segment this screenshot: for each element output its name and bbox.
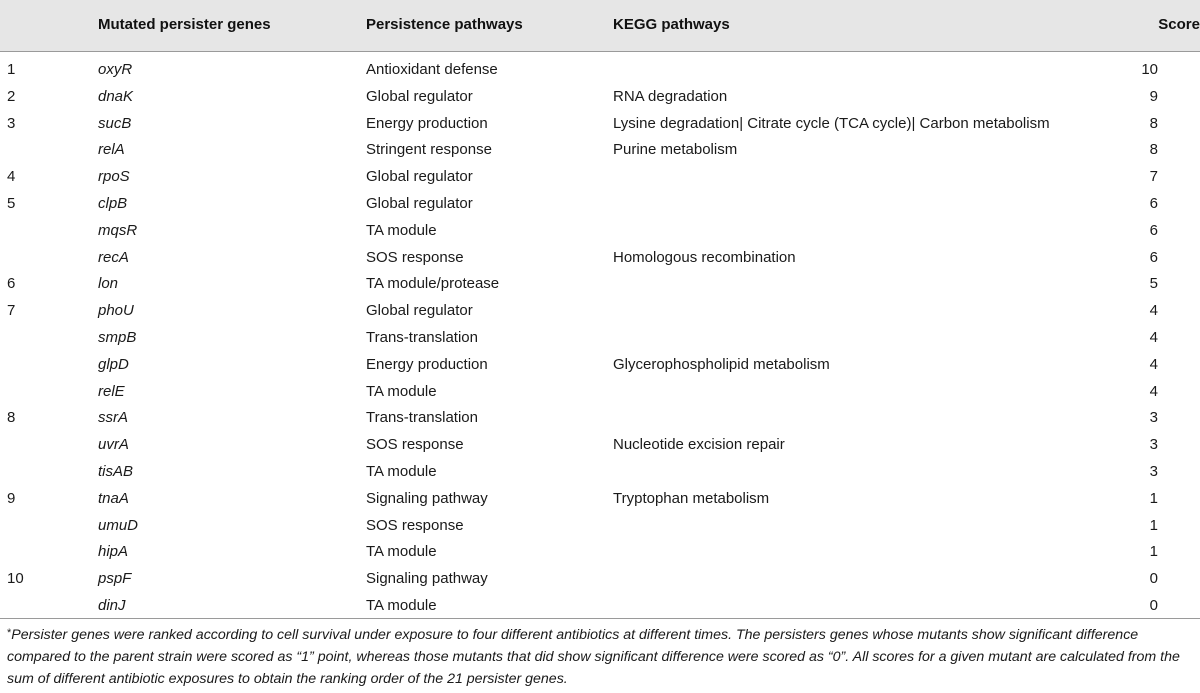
row-kegg: RNA degradation xyxy=(613,87,728,105)
row-score: 3 xyxy=(1149,409,1158,427)
footnote-text: Persister genes were ranked according to cell survival under exposure to four different antibiotics at different times. The persisters genes whose mutants show significant difference compared to the parent strain were scored as “1” point, whereas those mutants that did show significant difference were scored as “0”. All scores for a given mutant are calculated from the sum of different antibiotic exposures to obtain the ranking order of the 21 persister genes. xyxy=(7,627,1180,687)
row-persistence: Global regulator xyxy=(366,87,473,105)
row-gene: glpD xyxy=(98,355,129,373)
table-row xyxy=(0,565,1200,592)
row-persistence: SOS response xyxy=(366,248,464,266)
row-gene: relE xyxy=(98,382,125,400)
row-score: 4 xyxy=(1149,382,1158,400)
row-gene: tnaA xyxy=(98,489,129,507)
table-row xyxy=(0,378,1200,405)
row-persistence: SOS response xyxy=(366,516,464,534)
table-row xyxy=(0,190,1200,217)
row-gene: phoU xyxy=(98,302,134,320)
row-kegg: Glycerophospholipid metabolism xyxy=(613,355,830,373)
row-score: 3 xyxy=(1149,436,1158,454)
table-row xyxy=(0,351,1200,378)
row-gene: recA xyxy=(98,248,129,266)
row-gene: hipA xyxy=(98,543,129,561)
row-rank: 10 xyxy=(7,570,24,588)
row-gene: rpoS xyxy=(98,168,130,186)
row-score: 10 xyxy=(1141,61,1158,78)
footnote-marker: * xyxy=(7,627,12,639)
row-persistence: Signaling pathway xyxy=(366,570,488,588)
table-row xyxy=(0,431,1200,458)
row-score: 4 xyxy=(1149,355,1158,373)
row-persistence: Signaling pathway xyxy=(366,489,488,507)
row-score: 1 xyxy=(1149,516,1158,534)
row-score: 7 xyxy=(1149,168,1158,186)
row-gene: sucB xyxy=(98,114,132,132)
table-footnote xyxy=(7,624,1197,690)
row-score: 5 xyxy=(1149,275,1158,293)
row-persistence: Trans-translation xyxy=(366,409,478,427)
row-persistence: Global regulator xyxy=(366,302,473,320)
row-score: 1 xyxy=(1149,489,1158,507)
row-score: 6 xyxy=(1149,194,1158,212)
row-gene: pspF xyxy=(98,570,132,588)
row-persistence: Stringent response xyxy=(366,141,492,159)
row-gene: relA xyxy=(98,141,125,159)
row-persistence: Energy production xyxy=(366,355,488,373)
row-score: 6 xyxy=(1149,221,1158,239)
row-score: 0 xyxy=(1149,596,1158,614)
row-persistence: SOS response xyxy=(366,436,464,454)
table-row xyxy=(0,163,1200,190)
header-gene: Mutated persister genes xyxy=(98,16,271,33)
row-gene: uvrA xyxy=(98,436,129,454)
row-score: 4 xyxy=(1149,302,1158,320)
row-rank: 3 xyxy=(7,114,16,132)
row-rank: 8 xyxy=(7,409,16,427)
row-rank: 7 xyxy=(7,302,16,320)
table-row xyxy=(0,270,1200,297)
table-row xyxy=(0,297,1200,324)
row-persistence: TA module/protease xyxy=(366,275,500,293)
table-row xyxy=(0,512,1200,539)
header-score: Score xyxy=(1158,16,1200,33)
table-row xyxy=(0,217,1200,244)
row-persistence: TA module xyxy=(366,543,437,561)
table-row xyxy=(0,458,1200,485)
row-persistence: TA module xyxy=(366,596,437,614)
row-kegg: Nucleotide excision repair xyxy=(613,436,785,454)
row-rank: 9 xyxy=(7,489,16,507)
table-row xyxy=(0,592,1200,619)
row-score: 8 xyxy=(1149,114,1158,132)
table-row xyxy=(0,136,1200,163)
row-kegg: Lysine degradation| Citrate cycle (TCA cycle)| Carbon metabolism xyxy=(613,114,1050,132)
table-row xyxy=(0,404,1200,431)
row-score: 3 xyxy=(1149,462,1158,480)
row-score: 9 xyxy=(1149,87,1158,105)
row-gene: umuD xyxy=(98,516,139,534)
row-kegg: Homologous recombination xyxy=(613,248,796,266)
row-persistence: Global regulator xyxy=(366,168,473,186)
row-gene: dnaK xyxy=(98,87,134,105)
row-gene: dinJ xyxy=(98,596,126,614)
row-score: 6 xyxy=(1149,248,1158,266)
row-score: 8 xyxy=(1149,141,1158,159)
row-kegg: Purine metabolism xyxy=(613,141,738,159)
row-gene: lon xyxy=(98,275,119,293)
row-score: 1 xyxy=(1149,543,1158,561)
table-row xyxy=(0,244,1200,271)
row-gene: oxyR xyxy=(98,61,133,78)
row-rank: 5 xyxy=(7,194,16,212)
row-persistence: TA module xyxy=(366,462,437,480)
table-header xyxy=(0,0,1200,52)
row-gene: clpB xyxy=(98,194,128,212)
table-row xyxy=(0,485,1200,512)
table-row xyxy=(0,110,1200,137)
row-persistence: TA module xyxy=(366,221,437,239)
table-row xyxy=(0,83,1200,110)
row-gene: smpB xyxy=(98,328,137,346)
header-kegg: KEGG pathways xyxy=(613,16,730,33)
row-gene: tisAB xyxy=(98,462,134,480)
row-score: 4 xyxy=(1149,328,1158,346)
row-persistence: Global regulator xyxy=(366,194,473,212)
row-rank: 6 xyxy=(7,275,16,293)
row-persistence: Energy production xyxy=(366,114,488,132)
row-persistence: Trans-translation xyxy=(366,328,478,346)
row-persistence: Antioxidant defense xyxy=(366,61,498,78)
header-persistence: Persistence pathways xyxy=(366,16,523,33)
table-row xyxy=(0,56,1200,83)
table-row xyxy=(0,538,1200,565)
row-kegg: Tryptophan metabolism xyxy=(613,489,770,507)
footnote-divider xyxy=(0,618,1200,619)
row-score: 0 xyxy=(1149,570,1158,588)
row-rank: 2 xyxy=(7,87,16,105)
row-rank: 1 xyxy=(7,61,16,78)
row-rank: 4 xyxy=(7,168,16,186)
row-gene: mqsR xyxy=(98,221,138,239)
row-persistence: TA module xyxy=(366,382,437,400)
row-gene: ssrA xyxy=(98,409,128,427)
table-row xyxy=(0,324,1200,351)
table-body xyxy=(0,52,1200,619)
